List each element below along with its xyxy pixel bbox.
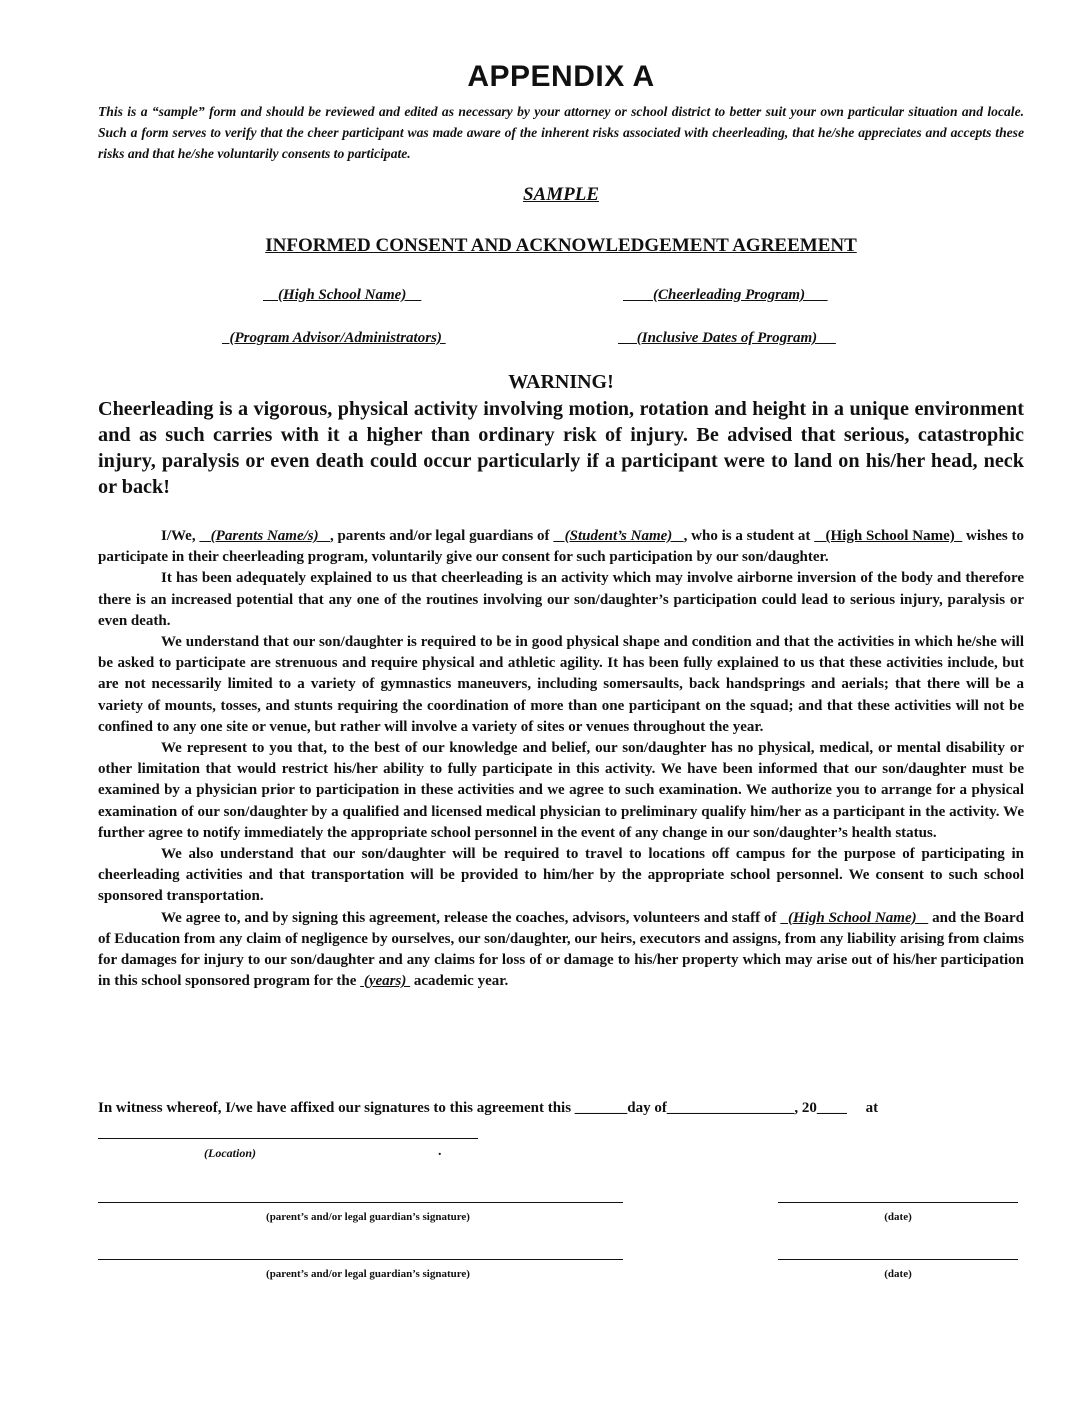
- sample-label: SAMPLE: [522, 184, 600, 205]
- p1-text-d: wishes to participate in their cheerleading program, voluntarily give our consent for such participation by our son/daughter.: [98, 528, 1024, 566]
- intro-note: This is a “sample” form and should be reviewed and edited as necessary by your attorney or school district to better suit your own particular situation and locale. Such a form serves to verify that the cheer participant was made aware of the inherent risks associated with cheerleading, that he/she appreciates and accepts these risks and that he/she voluntarily consents to participate.: [98, 104, 1024, 161]
- p6-text-b: and the Board of Education from any claim of negligence by ourselves, our son/daughter, our heirs, executors and assigns, from any liability arising from claims for damages for injury to our son/daughter and any claims for loss of or damage to his/her property which may arise out of his/her participation in this school sponsored program for the: [98, 909, 1024, 990]
- date-line-1: [778, 1202, 1018, 1203]
- date-line-2: [778, 1259, 1018, 1260]
- p1-text-b: , parents and/or legal guardians of: [329, 528, 554, 544]
- p6-text-a: We agree to, and by signing this agreement, release the coaches, advisors, volunteers and staff of: [161, 909, 781, 926]
- paragraph-transportation: We also understand that our son/daughter will be required to travel to locations off campus for the purpose of participating in cheerleading activities and that transportation will be provided to him/her by the appropriate school personnel. We consent to such school sponsored transportation.: [98, 846, 1024, 905]
- paragraph-condition: We understand that our son/daughter is required to be in good physical shape and condition and that the activities in which he/she will be asked to participate are strenuous and require physical and athletic agility. It has been fully explained to us that these activities include, but are not necessarily limited to a variety of gymnastics maneuvers, including somersaults, back handsprings and aerials; that there will be a variety of mounts, tosses, and stunts requiring the coordination of more than one participant on the squad; and that these activities will not be confined to any one site or venue, but rather will involve a variety of sites or venues throughout the year.: [98, 634, 1024, 735]
- date-caption-2: (date): [884, 1268, 912, 1280]
- paragraph-consent: [98, 526, 1024, 568]
- student-name-field: (Student’s Name): [553, 528, 684, 544]
- years-field: (years): [360, 973, 411, 990]
- signature-caption-1: (parent’s and/or legal guardian’s signature): [266, 1211, 470, 1223]
- location-line: [98, 1138, 478, 1139]
- p1-text-a: I/We,: [161, 528, 200, 544]
- cheerleading-program-field: (Cheerleading Program): [623, 287, 828, 303]
- parents-name-field: (Parents Name/s): [199, 528, 330, 544]
- high-school-name-field: (High School Name): [263, 287, 422, 303]
- warning-title: WARNING!: [508, 371, 614, 393]
- paragraph-release: [98, 908, 1024, 993]
- witness-line: In witness whereof, I/we have affixed our signatures to this agreement this _______day of_________________, 20____ at: [98, 1100, 879, 1116]
- location-label: (Location): [204, 1146, 256, 1160]
- release-school-field: (High School Name): [780, 909, 929, 926]
- school-name-field: (High School Name): [814, 528, 963, 544]
- inclusive-dates-field: (Inclusive Dates of Program): [618, 330, 836, 346]
- paragraph-risk: It has been adequately explained to us that cheerleading is an activity which may involve airborne inversion of the body and therefore there is an increased potential that any one of the routines involving our son/daughter’s participation could lead to serious injury, paralysis or even death.: [98, 570, 1024, 629]
- agreement-body: [98, 526, 1024, 992]
- agreement-title: INFORMED CONSENT AND ACKNOWLEDGEMENT AGREEMENT: [265, 235, 857, 256]
- signature-caption-2: (parent’s and/or legal guardian’s signature): [266, 1268, 470, 1280]
- paragraph-representation: We represent to you that, to the best of our knowledge and belief, our son/daughter has no physical, medical, or mental disability or other limitation that would restrict his/her ability to fully participate in this activity. We have been informed that our son/daughter must be examined by a physician prior to participation in these activities and we agree to such examination. We authorize you to arrange for a physical examination of our son/daughter by a qualified and licensed medical physician to preliminary qualify him/her as a participant in the activity. We further agree to notify immediately the appropriate school personnel in the event of any change in our son/daughter’s health status.: [98, 740, 1024, 841]
- signature-line-1: [98, 1202, 623, 1203]
- date-caption-1: (date): [884, 1211, 912, 1223]
- program-advisor-field: (Program Advisor/Administrators): [222, 330, 446, 346]
- signature-line-2: [98, 1259, 623, 1260]
- p6-text-c: academic year.: [410, 973, 509, 990]
- location-period: .: [438, 1144, 442, 1159]
- p1-text-c: , who is a student at: [683, 528, 815, 544]
- page-title: APPENDIX A: [467, 60, 655, 93]
- warning-text: Cheerleading is a vigorous, physical activity involving motion, rotation and height in a unique environment and as such carries with it a higher than ordinary risk of injury. Be advised that serious, catastrophic injury, paralysis or even death could occur particularly if a participant were to land on his/her head, neck or back!: [98, 398, 1024, 498]
